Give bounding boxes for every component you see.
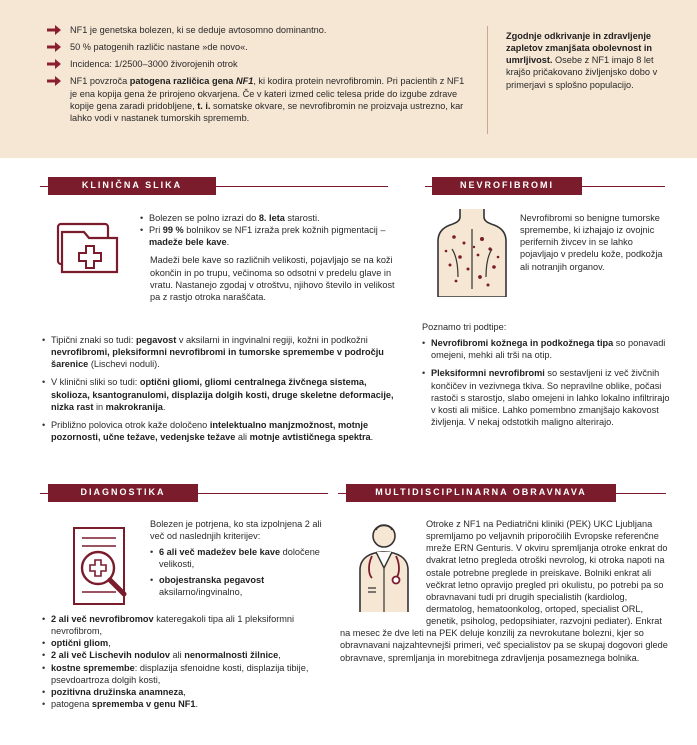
klinicna-top (140, 212, 396, 303)
list-item: • 2 ali več Lischevih nodulov ali nenormalnosti žilnice, (42, 649, 324, 661)
divider (487, 26, 488, 134)
list-item: • Tipični znaki so tudi: pegavost v aksilarni in ingvinalni regiji, kožni in podkožni nevrofibromi, pleksiformni nevrofibromi in tumorske spremembe v področju šarenice (Lischevi noduli). (42, 334, 398, 370)
arrow-right-icon (46, 58, 62, 70)
nevro-subtypes: Poznamo tri podtipe: (422, 322, 507, 332)
list-item: • optični gliom, (42, 637, 324, 649)
section-title-nevrofibromi: NEVROFIBROMI (432, 177, 582, 195)
klinicna-paragraph: Madeži bele kave so različnih velikosti, pojavljajo se na koži okončin in po trupu, večinoma so odsotni v predelu glave in vratu. Nastanejo zgodaj v otroštvu, njihovo število in velikost pa z rastjo otroka naraščata. (150, 255, 395, 302)
nevro-intro: Nevrofibromi so benigne tumorske spremembe, ki izhajajo iz ovojnic perifernih živcev in se lahko pojavljajo v predelu kože, podkožja ali notranjih organov. (520, 213, 663, 272)
intro-side-note: Zgodnje odkrivanje in zdravljenje zapletov zmanjšata obolevnost in umrljivost. Osebe z NF1 imajo 8 let krajšo pričakovano življenjsko dobo v primerjavi s splošno populacijo. (506, 31, 658, 90)
list-item: • V klinični sliki so tudi: optični gliomi, gliomi centralnega živčnega sistema, skolioza, ksantogranulomi, displazija dolgih kosti, druge skeletne deformacije, nizka rast in makrokranija. (42, 376, 398, 412)
section-title-diagnostika: DIAGNOSTIKA (48, 484, 198, 502)
list-item: • kostne spremembe: displazija sfenoidne kosti, displazija tibije, psevdoartroza dolgih kosti, (42, 662, 324, 686)
arrow-right-icon (46, 24, 62, 36)
list-item: • Bolezen se polno izrazi do 8. leta starosti. (140, 212, 396, 224)
klinicna-list (42, 334, 398, 443)
multi-text: Otroke z NF1 na Pediatrični kliniki (PEK) UKC Ljubljana spremljamo po veljavnih priporočilih Evropske referenčne mreže ERN Genturis. V okviru spremljanja otroke enkrat do dvakrat letno pregleda otroški nevrolog, ki otroka napoti na ostale potrebne preglede in preiskave. Bolniki enkrat ali večkrat letno opravijo pregled pri okulistu, po potrebi pa so obravnavani tudi pri drugih specialistih (kardiolog, dermatolog, hematoonkolog, ortoped, specialist ORL, genetik, psiholog, pedopsihiater, razvojni pediater). Enkrat na mesec že dve leti na PEK deluje konzilij za nevrokutane bolezni, kjer so obravnavani najzahtevnejši primeri, več specialistov pa se skupaj dogovori glede obravnave, spremljanja in morebitnega zdravljenja posameznega bolnika. (340, 519, 668, 663)
arrow-right-icon (46, 75, 62, 87)
list-item: • obojestranska pegavost aksilarno/ingvinalno, (150, 574, 330, 598)
section-title-klinicna: KLINIČNA SLIKA (48, 177, 216, 195)
list-item: • Pleksiformni nevrofibromi so sestavljeni iz več živčnih končičev in vezivnega tkiva. So nepravilne oblike, počasi rastoči s starostjo, slabo omejeni in lahko lokalno infiltrirajo v kosti ali mišice. Lahko pomembno zmanjšajo kakovost življenja. V nekaj odstotkih maligno alterirajo. (422, 367, 674, 428)
intro-item: NF1 je genetska bolezen, ki se deduje avtosomno dominantno. (40, 24, 470, 36)
magnifier-medical-icon (60, 522, 142, 610)
list-item: • Nevrofibromi kožnega in podkožnega tipa so ponavadi omejeni, mehki ali trši na otip. (422, 337, 674, 361)
list-item: • pozitivna družinska anamneza, (42, 686, 324, 698)
list-item: • patogena sprememba v genu NF1. (42, 698, 324, 710)
intro-item: NF1 povzroča patogena različica gena NF1, ki kodira protein nevrofibromin. Pri pacientih z NF1 je ena kopija gena že prirojeno okvarjena. Če v kateri izmed celic telesa pride do izgube zdrave kopije gena zaradi pridobljene, t. i. somatske okvare, se nevrofibromin ne proizvaja ustrezno, kar lahko vodi v nastanek tumorskih sprememb. (40, 75, 470, 124)
diagnostika-intro: Bolezen je potrjena, ko sta izpolnjena 2 ali več od naslednjih kriterijev: • 6 ali več madežev bele kave določene velikosti, • obojestranska pegavost aksilarno/ingvinalno, (150, 518, 330, 598)
list-item: • 6 ali več madežev bele kave določene velikosti, (150, 546, 330, 570)
nevro-list (422, 321, 674, 428)
list-item: • Približno polovica otrok kaže določeno intelektualno manjzmožnost, motnje pozornosti, učne težave, vedenjske težave ali motnje avtističnega spektra. (42, 419, 398, 443)
intro-item: 50 % patogenih različic nastane »de novo«. (40, 41, 470, 53)
arrow-right-icon (46, 41, 62, 53)
list-item: • 2 ali več nevrofibromov kateregakoli tipa ali 1 pleksiformni nevrofibrom, (42, 613, 324, 637)
intro-item: Incidenca: 1/2500–3000 živorojenih otrok (40, 58, 470, 70)
section-title-multi: MULTIDISCIPLINARNA OBRAVNAVA (346, 484, 616, 502)
intro-list (40, 24, 470, 129)
diagnostika-list (42, 613, 324, 710)
folder-medical-icon (52, 210, 132, 290)
skin-back-icon (430, 205, 514, 297)
list-item: • Pri 99 % bolnikov se NF1 izraža prek kožnih pigmentacij – madeže bele kave. (140, 224, 396, 248)
